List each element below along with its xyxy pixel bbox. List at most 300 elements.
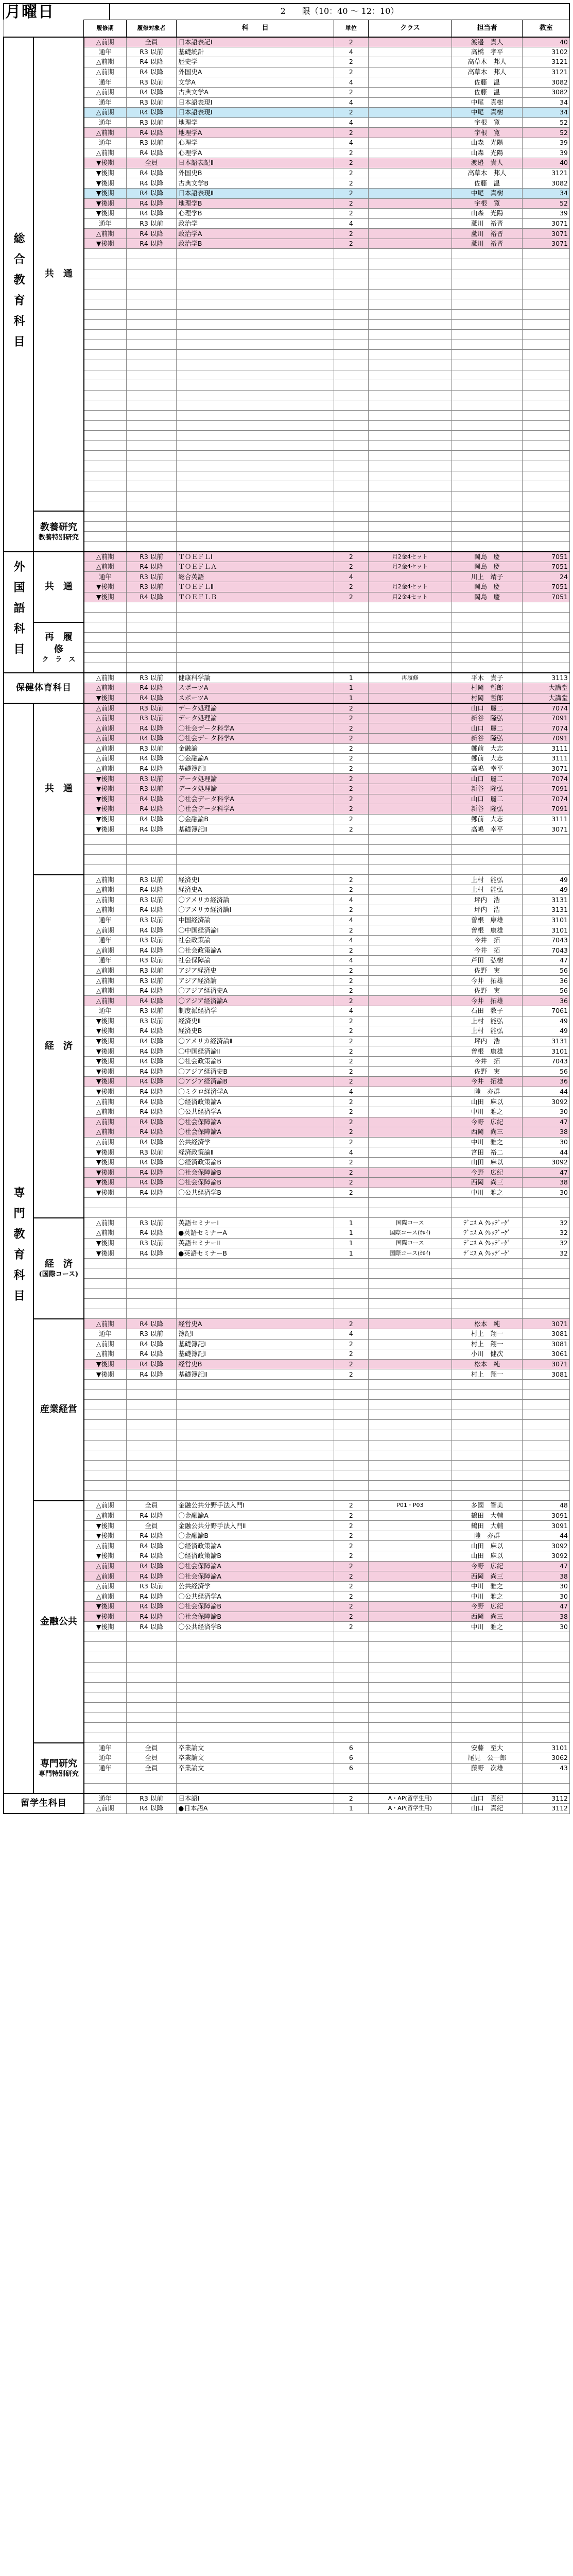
cell-class <box>369 1702 452 1713</box>
cell-term <box>84 420 126 431</box>
cell-term <box>84 1198 126 1208</box>
course-row <box>4 1218 570 1228</box>
cell-class <box>369 148 452 158</box>
cell-teacher: 岡島 慶 <box>452 552 522 562</box>
cell-room: 30 <box>523 1107 570 1117</box>
cell-target: R4 以降 <box>126 1612 177 1622</box>
cell-class <box>369 360 452 370</box>
cell-class <box>369 451 452 461</box>
cell-subject: データ処理論 <box>177 784 334 794</box>
cell-teacher <box>452 1268 522 1279</box>
cell-teacher <box>452 612 522 622</box>
cell-subject <box>177 511 334 521</box>
cell-teacher <box>452 380 522 391</box>
cell-teacher <box>452 481 522 492</box>
cell-teacher: 尾見 公一郎 <box>452 1753 522 1763</box>
cell-subject <box>177 1702 334 1713</box>
cell-term <box>84 279 126 290</box>
cell-room: 7074 <box>523 794 570 804</box>
course-row <box>4 1248 570 1259</box>
cell-term: ▼後期 <box>84 1026 126 1037</box>
course-row <box>4 117 570 128</box>
cell-credits <box>334 360 368 370</box>
cell-credits <box>334 1208 368 1218</box>
cell-room <box>523 1268 570 1279</box>
timetable-body <box>4 37 570 1814</box>
cell-credits: 2 <box>334 198 368 209</box>
cell-room <box>523 1289 570 1299</box>
cell-credits <box>334 491 368 501</box>
cell-term: ▼後期 <box>84 178 126 189</box>
cell-subject: 基礎簿記Ⅱ <box>177 824 334 835</box>
cell-target <box>126 340 177 350</box>
cell-teacher: 高草木 邦人 <box>452 168 522 178</box>
subsection-label-1-0 <box>33 552 84 622</box>
course-row <box>4 895 570 905</box>
cell-class <box>369 996 452 1006</box>
cell-target: R4 以降 <box>126 723 177 734</box>
cell-target: R4 以降 <box>126 1097 177 1107</box>
empty-row <box>4 1713 570 1723</box>
cell-class: 月2金4セット <box>369 552 452 562</box>
empty-row <box>4 1208 570 1218</box>
cell-room: 3091 <box>523 1511 570 1521</box>
cell-term: ▼後期 <box>84 1157 126 1167</box>
empty-row <box>4 663 570 673</box>
cell-room: 3092 <box>523 1541 570 1551</box>
cell-credits: 4 <box>334 1006 368 1016</box>
cell-teacher: 今野 広紀 <box>452 1167 522 1178</box>
empty-row <box>4 834 570 844</box>
course-row <box>4 1763 570 1773</box>
cell-credits: 2 <box>334 1077 368 1087</box>
cell-class <box>369 754 452 764</box>
cell-subject: 〇金融論B <box>177 814 334 824</box>
cell-credits <box>334 1198 368 1208</box>
course-row <box>4 562 570 572</box>
cell-target: R4 以降 <box>126 592 177 602</box>
cell-teacher: ﾃﾞﾆｽ A ｸﾚｯﾃﾞｰｹﾞ <box>452 1228 522 1239</box>
cell-target: 全員 <box>126 1501 177 1511</box>
cell-room: 47 <box>523 1167 570 1178</box>
cell-teacher <box>452 1400 522 1410</box>
cell-target <box>126 360 177 370</box>
cell-room <box>523 360 570 370</box>
cell-room <box>523 299 570 310</box>
cell-teacher: 今野 広紀 <box>452 1602 522 1612</box>
empty-row <box>4 289 570 299</box>
cell-credits: 2 <box>334 1551 368 1562</box>
cell-credits <box>334 1470 368 1481</box>
cell-subject: 地理学 <box>177 117 334 128</box>
cell-class <box>369 844 452 855</box>
cell-term: △前期 <box>84 229 126 239</box>
cell-class <box>369 834 452 844</box>
cell-credits: 2 <box>334 178 368 189</box>
cell-term <box>84 1379 126 1389</box>
cell-target: R3 以前 <box>126 1006 177 1016</box>
cell-teacher: 曽根 康雄 <box>452 925 522 936</box>
cell-room: 44 <box>523 1531 570 1541</box>
cell-target: R4 以降 <box>126 814 177 824</box>
cell-target <box>126 390 177 400</box>
cell-target: R3 以前 <box>126 218 177 229</box>
cell-subject: 心理学A <box>177 148 334 158</box>
cell-subject: 心理学 <box>177 138 334 148</box>
cell-target: 全員 <box>126 37 177 47</box>
cell-class <box>369 1400 452 1410</box>
cell-term <box>84 1440 126 1450</box>
empty-row <box>4 1480 570 1490</box>
cell-room <box>523 431 570 441</box>
cell-term <box>84 259 126 269</box>
cell-credits: 2 <box>334 875 368 885</box>
cell-target: R3 以前 <box>126 572 177 582</box>
cell-room: 36 <box>523 976 570 986</box>
cell-term: ▼後期 <box>84 188 126 198</box>
cell-term <box>84 1480 126 1490</box>
cell-credits <box>334 1430 368 1440</box>
cell-term: ▼後期 <box>84 1167 126 1178</box>
empty-row <box>4 491 570 501</box>
cell-credits <box>334 279 368 290</box>
course-row <box>4 885 570 895</box>
cell-class <box>369 1258 452 1268</box>
cell-room: 43 <box>523 1763 570 1773</box>
cell-teacher: 山口 麗二 <box>452 723 522 734</box>
cell-class <box>369 1268 452 1279</box>
cell-target: R4 以降 <box>126 1369 177 1380</box>
cell-term <box>84 521 126 532</box>
cell-class <box>369 67 452 77</box>
empty-row <box>4 1420 570 1430</box>
cell-room <box>523 340 570 350</box>
cell-term <box>84 511 126 521</box>
cell-subject: ＴＯＥＦＬⅡ <box>177 582 334 592</box>
cell-class <box>369 511 452 521</box>
cell-teacher <box>452 1702 522 1713</box>
cell-credits: 4 <box>334 956 368 966</box>
cell-credits: 1 <box>334 693 368 703</box>
cell-subject: 〇経済政策論A <box>177 1541 334 1551</box>
cell-teacher: 中川 雅之 <box>452 1107 522 1117</box>
cell-credits: 2 <box>334 552 368 562</box>
cell-teacher: 山森 光陽 <box>452 138 522 148</box>
cell-target: R3 以前 <box>126 1147 177 1158</box>
cell-class <box>369 1490 452 1501</box>
cell-target: R4 以降 <box>126 1026 177 1037</box>
cell-room <box>523 400 570 411</box>
cell-room: 7051 <box>523 562 570 572</box>
cell-term: ▼後期 <box>84 1178 126 1188</box>
course-row <box>4 1349 570 1360</box>
cell-target: R4 以降 <box>126 733 177 743</box>
cell-target <box>126 844 177 855</box>
cell-subject: 〇アジア経済史A <box>177 986 334 996</box>
cell-subject <box>177 1470 334 1481</box>
subsection-name: 経 済 <box>44 1040 73 1052</box>
subsection-name: 産業経営 <box>40 1404 77 1415</box>
cell-term: ▼後期 <box>84 158 126 168</box>
cell-room: 34 <box>523 108 570 118</box>
cell-room <box>523 319 570 330</box>
cell-teacher: 藤野 次雄 <box>452 1763 522 1773</box>
cell-credits <box>334 1733 368 1743</box>
cell-subject: ＴＯＥＦＬＡ <box>177 562 334 572</box>
cell-subject: データ処理論 <box>177 713 334 723</box>
cell-term <box>84 855 126 865</box>
cell-class <box>369 168 452 178</box>
cell-class <box>369 976 452 986</box>
cell-target <box>126 834 177 844</box>
subsection-name: 共 通 <box>44 268 73 279</box>
cell-subject: 基礎簿記Ⅰ <box>177 764 334 774</box>
cell-room: 3092 <box>523 1097 570 1107</box>
cell-term: 通年 <box>84 1763 126 1773</box>
course-row <box>4 1803 570 1814</box>
cell-credits: 2 <box>334 1319 368 1329</box>
section-label-1: 外国語科目 <box>4 552 33 673</box>
cell-room: 7043 <box>523 945 570 956</box>
empty-row <box>4 1662 570 1672</box>
cell-room: 49 <box>523 885 570 895</box>
subsection-label-3-5 <box>33 1743 84 1793</box>
cell-target: R4 以降 <box>126 1511 177 1521</box>
cell-credits <box>334 289 368 299</box>
cell-subject <box>177 319 334 330</box>
cell-term <box>84 1430 126 1440</box>
cell-term <box>84 1713 126 1723</box>
cell-credits <box>334 834 368 844</box>
cell-term <box>84 642 126 653</box>
cell-term: ▼後期 <box>84 693 126 703</box>
course-row <box>4 582 570 592</box>
cell-credits: 2 <box>334 1359 368 1369</box>
cell-room: 3121 <box>523 57 570 67</box>
cell-class <box>369 541 452 552</box>
course-row <box>4 97 570 108</box>
cell-credits: 2 <box>334 754 368 764</box>
cell-room <box>523 834 570 844</box>
cell-subject: 〇ミクロ経済学A <box>177 1087 334 1097</box>
cell-teacher: 蘆川 裕晋 <box>452 239 522 249</box>
cell-credits <box>334 1713 368 1723</box>
cell-subject: 総合英語 <box>177 572 334 582</box>
cell-teacher: 佐藤 温 <box>452 178 522 189</box>
cell-teacher <box>452 471 522 481</box>
course-row <box>4 218 570 229</box>
cell-target <box>126 1723 177 1733</box>
cell-term <box>84 1702 126 1713</box>
cell-term: ▼後期 <box>84 784 126 794</box>
cell-class: 再履修 <box>369 673 452 683</box>
cell-target: R4 以降 <box>126 804 177 815</box>
cell-term <box>84 1208 126 1218</box>
cell-term: △前期 <box>84 764 126 774</box>
cell-term <box>84 1258 126 1268</box>
cell-room <box>523 1480 570 1490</box>
cell-class <box>369 400 452 411</box>
col-term: 履修期 <box>84 20 126 37</box>
cell-class <box>369 663 452 673</box>
cell-term <box>84 410 126 420</box>
cell-class <box>369 1329 452 1340</box>
cell-teacher <box>452 1662 522 1672</box>
cell-teacher: 西岡 尚三 <box>452 1612 522 1622</box>
cell-target <box>126 1662 177 1672</box>
cell-subject <box>177 1460 334 1470</box>
empty-row <box>4 1672 570 1683</box>
cell-subject: 経営史A <box>177 1319 334 1329</box>
cell-term <box>84 1682 126 1692</box>
cell-teacher: 芦田 弘樹 <box>452 956 522 966</box>
cell-class <box>369 1642 452 1652</box>
course-row <box>4 683 570 693</box>
cell-class <box>369 370 452 380</box>
subsection-label-0-0 <box>33 37 84 512</box>
empty-row <box>4 642 570 653</box>
cell-target <box>126 420 177 431</box>
cell-room <box>523 1632 570 1642</box>
cell-credits: 4 <box>334 1329 368 1340</box>
cell-credits: 2 <box>334 1349 368 1360</box>
cell-credits: 2 <box>334 1339 368 1349</box>
cell-class <box>369 1319 452 1329</box>
cell-class <box>369 855 452 865</box>
cell-teacher: 高橋 孝平 <box>452 47 522 57</box>
cell-subject: ●英語セミナーA <box>177 1228 334 1239</box>
cell-term: ▼後期 <box>84 198 126 209</box>
cell-credits <box>334 855 368 865</box>
cell-credits <box>334 865 368 875</box>
cell-subject: 〇社会データ科学A <box>177 723 334 734</box>
cell-subject: 〇公共経済学A <box>177 1107 334 1117</box>
section-label-2: 保健体育科目 <box>4 673 84 703</box>
cell-term <box>84 501 126 512</box>
cell-subject <box>177 1379 334 1389</box>
cell-term <box>84 319 126 330</box>
course-row <box>4 935 570 945</box>
cell-class <box>369 97 452 108</box>
cell-term: ▼後期 <box>84 1369 126 1380</box>
cell-subject: 外国史A <box>177 67 334 77</box>
cell-class: 国際コース <box>369 1238 452 1248</box>
cell-subject <box>177 1490 334 1501</box>
cell-room: 30 <box>523 1581 570 1591</box>
cell-subject <box>177 1733 334 1743</box>
cell-class <box>369 1723 452 1733</box>
cell-subject <box>177 370 334 380</box>
cell-class <box>369 1682 452 1692</box>
cell-credits: 2 <box>334 1137 368 1147</box>
cell-target <box>126 1420 177 1430</box>
cell-credits: 1 <box>334 673 368 683</box>
cell-target <box>126 511 177 521</box>
cell-target <box>126 319 177 330</box>
cell-room <box>523 1208 570 1218</box>
cell-room: 3113 <box>523 673 570 683</box>
cell-target: 全員 <box>126 1521 177 1531</box>
empty-row <box>4 1198 570 1208</box>
cell-class <box>369 1289 452 1299</box>
cell-class <box>369 1561 452 1571</box>
cell-class <box>369 1046 452 1057</box>
cell-teacher: 上村 能弘 <box>452 1016 522 1026</box>
cell-credits: 4 <box>334 117 368 128</box>
cell-subject <box>177 1692 334 1703</box>
cell-teacher <box>452 249 522 259</box>
cell-subject: 公共経済学 <box>177 1137 334 1147</box>
course-row <box>4 1602 570 1612</box>
cell-credits: 2 <box>334 87 368 97</box>
cell-class <box>369 935 452 945</box>
cell-term: ▼後期 <box>84 239 126 249</box>
cell-room <box>523 249 570 259</box>
cell-class <box>369 1460 452 1470</box>
cell-class <box>369 1006 452 1016</box>
cell-room: 44 <box>523 1147 570 1158</box>
cell-target: R4 以降 <box>126 1188 177 1198</box>
cell-subject: ＴＯＥＦＬＢ <box>177 592 334 602</box>
course-row <box>4 1167 570 1178</box>
cell-target: 全員 <box>126 1743 177 1753</box>
cell-credits <box>334 1652 368 1663</box>
course-row <box>4 1571 570 1582</box>
cell-teacher <box>452 1410 522 1420</box>
cell-room <box>523 481 570 492</box>
cell-teacher: 佐野 実 <box>452 965 522 976</box>
cell-target <box>126 1379 177 1389</box>
cell-target <box>126 451 177 461</box>
cell-credits: 1 <box>334 1248 368 1259</box>
cell-teacher: 鶴田 大輔 <box>452 1511 522 1521</box>
cell-room: 39 <box>523 148 570 158</box>
cell-term: △前期 <box>84 1541 126 1551</box>
cell-term <box>84 1400 126 1410</box>
cell-class <box>369 299 452 310</box>
cell-subject <box>177 602 334 613</box>
cell-class <box>369 1581 452 1591</box>
cell-target: R4 以降 <box>126 1127 177 1138</box>
cell-class: P01・P03 <box>369 1501 452 1511</box>
cell-target: R4 以降 <box>126 209 177 219</box>
cell-teacher <box>452 1773 522 1784</box>
subsection-name-2: 専門特別研究 <box>38 1770 79 1778</box>
cell-subject: 基礎統計 <box>177 47 334 57</box>
course-row <box>4 1521 570 1531</box>
cell-room <box>523 1450 570 1461</box>
course-row <box>4 239 570 249</box>
cell-term: △前期 <box>84 905 126 916</box>
empty-row <box>4 1440 570 1450</box>
cell-class <box>369 784 452 794</box>
cell-teacher: 坪内 浩 <box>452 905 522 916</box>
cell-room <box>523 440 570 451</box>
cell-class <box>369 1188 452 1198</box>
cell-class <box>369 622 452 633</box>
course-row <box>4 824 570 835</box>
cell-target <box>126 622 177 633</box>
cell-teacher <box>452 440 522 451</box>
cell-class <box>369 1066 452 1077</box>
cell-target: R4 以降 <box>126 1107 177 1117</box>
cell-room: 3101 <box>523 1743 570 1753</box>
cell-credits <box>334 663 368 673</box>
cell-teacher: 山田 麻以 <box>452 1157 522 1167</box>
cell-credits: 2 <box>334 1561 368 1571</box>
cell-class <box>369 57 452 67</box>
cell-target: R4 以降 <box>126 1167 177 1178</box>
